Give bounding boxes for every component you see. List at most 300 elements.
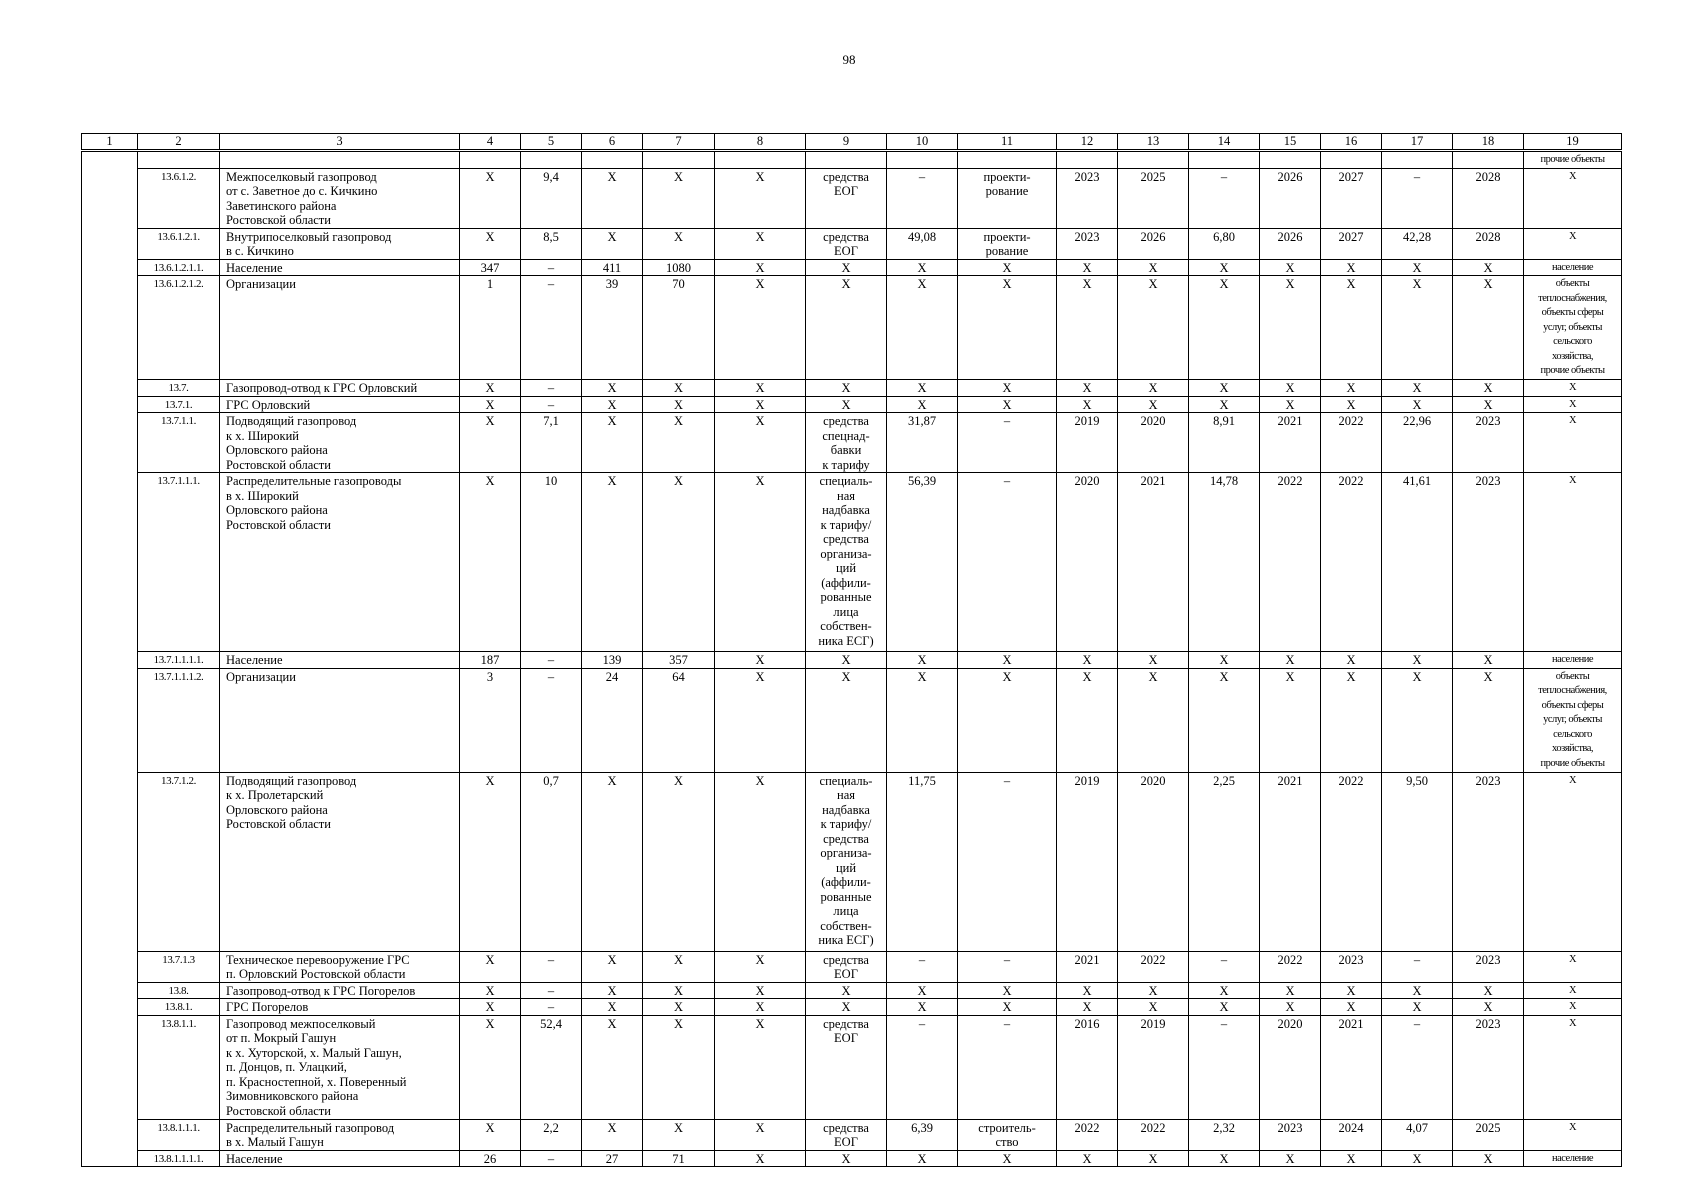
value-cell: 2016 [1057,1015,1118,1119]
table-row [82,473,1622,652]
code-cell: 13.7.1.1. [138,413,220,473]
value-cell: X [1118,652,1189,669]
name-cell: Внутрипоселковый газопровод в с. Кичкино [220,228,460,259]
table-row [82,652,1622,669]
value-cell [1382,151,1453,169]
value-cell: – [887,951,958,982]
value-cell: 2027 [1321,168,1382,228]
value-cell: население [1524,652,1622,669]
value-cell: X [643,999,715,1016]
value-cell: X [715,396,806,413]
value-cell: X [1260,999,1321,1016]
value-cell: X [1382,396,1453,413]
value-cell: 26 [460,1150,521,1167]
table-row [82,1015,1622,1119]
value-cell: X [1260,668,1321,772]
value-cell: X [643,413,715,473]
value-cell [1057,151,1118,169]
value-cell: 2020 [1260,1015,1321,1119]
value-cell: X [887,999,958,1016]
table-row [82,396,1622,413]
value-cell: X [643,951,715,982]
value-cell: X [643,982,715,999]
column-header: 19 [1524,134,1622,151]
value-cell: – [958,413,1057,473]
value-cell: – [521,652,582,669]
value-cell: 2019 [1057,772,1118,951]
value-cell: X [887,1150,958,1167]
code-cell: 13.7.1. [138,396,220,413]
value-cell: – [887,168,958,228]
value-cell: X [1118,380,1189,397]
value-cell: 2025 [1118,168,1189,228]
value-cell: X [1524,168,1622,228]
value-cell: 8,91 [1189,413,1260,473]
value-cell: средства ЕОГ [806,1119,887,1150]
column-header: 9 [806,134,887,151]
name-cell: ГРС Погорелов [220,999,460,1016]
page-number: 98 [842,52,856,67]
code-cell: 13.7.1.1.1.2. [138,668,220,772]
value-cell: X [1260,276,1321,380]
value-cell: – [521,1150,582,1167]
value-cell: X [887,396,958,413]
value-cell [887,151,958,169]
name-cell: Население [220,652,460,669]
value-cell: 2023 [1260,1119,1321,1150]
value-cell: 1080 [643,259,715,276]
value-cell: X [1382,380,1453,397]
value-cell: X [1321,652,1382,669]
value-cell: X [1321,380,1382,397]
value-cell: X [1453,999,1524,1016]
value-cell: X [1524,396,1622,413]
value-cell: 2023 [1453,951,1524,982]
value-cell: X [806,380,887,397]
value-cell: 2019 [1057,413,1118,473]
code-cell: 13.7.1.2. [138,772,220,951]
value-cell: X [1453,276,1524,380]
value-cell: 2,25 [1189,772,1260,951]
name-cell: Подводящий газопровод к х. Пролетарский Орловского района Ростовской области [220,772,460,951]
value-cell: X [958,999,1057,1016]
code-cell: 13.6.1.2.1. [138,228,220,259]
table-row [82,276,1622,380]
table-row [82,1119,1622,1150]
value-cell: проекти- рование [958,168,1057,228]
value-cell: X [1382,668,1453,772]
code-cell: 13.6.1.2.1.1. [138,259,220,276]
value-cell: X [1057,380,1118,397]
value-cell: средства спецнад- бавки к тарифу [806,413,887,473]
value-cell: X [1382,982,1453,999]
value-cell: 2,32 [1189,1119,1260,1150]
value-cell: X [806,668,887,772]
value-cell: X [958,276,1057,380]
value-cell: X [887,652,958,669]
value-cell: X [643,168,715,228]
code-cell: 13.8.1. [138,999,220,1016]
value-cell: – [521,668,582,772]
value-cell: 2020 [1118,413,1189,473]
value-cell: 2025 [1453,1119,1524,1150]
value-cell: X [958,668,1057,772]
value-cell: 22,96 [1382,413,1453,473]
value-cell [806,151,887,169]
value-cell: 2021 [1260,772,1321,951]
value-cell: 2021 [1057,951,1118,982]
value-cell [460,151,521,169]
value-cell: X [643,1119,715,1150]
value-cell: – [887,1015,958,1119]
value-cell: X [1524,1015,1622,1119]
value-cell: 27 [582,1150,643,1167]
value-cell: 2022 [1260,951,1321,982]
value-cell: 14,78 [1189,473,1260,652]
value-cell: X [1321,396,1382,413]
group-cell [82,151,138,1167]
value-cell: X [887,668,958,772]
code-cell: 13.6.1.2. [138,168,220,228]
value-cell: X [643,473,715,652]
value-cell: 2019 [1118,1015,1189,1119]
value-cell: X [806,982,887,999]
value-cell: X [806,276,887,380]
value-cell: X [582,413,643,473]
name-cell: ГРС Орловский [220,396,460,413]
value-cell: X [715,259,806,276]
value-cell: 2022 [1321,413,1382,473]
value-cell: 2020 [1057,473,1118,652]
value-cell: X [460,228,521,259]
value-cell: X [582,1015,643,1119]
value-cell: X [460,1119,521,1150]
value-cell: X [1189,276,1260,380]
value-cell: X [1118,259,1189,276]
value-cell: X [460,951,521,982]
table-row [82,668,1622,772]
value-cell: – [521,982,582,999]
value-cell: 2027 [1321,228,1382,259]
value-cell: 9,4 [521,168,582,228]
value-cell: X [582,999,643,1016]
value-cell: X [1260,259,1321,276]
value-cell: 6,80 [1189,228,1260,259]
value-cell: – [958,1015,1057,1119]
value-cell: 11,75 [887,772,958,951]
value-cell: X [887,259,958,276]
value-cell: X [958,982,1057,999]
value-cell: 2021 [1321,1015,1382,1119]
value-cell: X [1321,982,1382,999]
value-cell: 4,07 [1382,1119,1453,1150]
value-cell: X [1118,982,1189,999]
code-cell: 13.7. [138,380,220,397]
value-cell: – [521,951,582,982]
value-cell: X [1118,396,1189,413]
value-cell: X [1321,668,1382,772]
value-cell: 2026 [1260,168,1321,228]
value-cell: 0,7 [521,772,582,951]
value-cell: X [1524,999,1622,1016]
name-cell: Газопровод-отвод к ГРС Погорелов [220,982,460,999]
value-cell: X [958,259,1057,276]
column-header: 16 [1321,134,1382,151]
value-cell: X [1189,1150,1260,1167]
value-cell: X [1118,668,1189,772]
value-cell: 2026 [1260,228,1321,259]
value-cell: X [715,168,806,228]
value-cell: 2022 [1118,1119,1189,1150]
code-cell: 13.7.1.1.1.1. [138,652,220,669]
value-cell: 41,61 [1382,473,1453,652]
value-cell: X [1453,1150,1524,1167]
value-cell: X [1321,999,1382,1016]
value-cell: – [1382,168,1453,228]
value-cell: X [1118,276,1189,380]
value-cell: объекты теплоснабжения, объекты сферы услуг, объекты сельского хозяйства, прочие объекты [1524,276,1622,380]
value-cell [582,151,643,169]
value-cell [643,151,715,169]
value-cell: 70 [643,276,715,380]
value-cell [521,151,582,169]
value-cell: X [460,380,521,397]
value-cell: 2024 [1321,1119,1382,1150]
value-cell: X [1321,276,1382,380]
table-row [82,380,1622,397]
value-cell: X [460,168,521,228]
value-cell: 2023 [1453,1015,1524,1119]
value-cell: – [958,473,1057,652]
code-cell: 13.6.1.2.1.2. [138,276,220,380]
column-header: 12 [1057,134,1118,151]
table-row [82,982,1622,999]
column-header: 5 [521,134,582,151]
value-cell: – [1382,951,1453,982]
value-cell: X [715,1015,806,1119]
value-cell: X [1382,999,1453,1016]
value-cell: 9,50 [1382,772,1453,951]
value-cell: 8,5 [521,228,582,259]
value-cell: X [643,1015,715,1119]
value-cell: X [1260,380,1321,397]
value-cell [1260,151,1321,169]
value-cell: 3 [460,668,521,772]
value-cell: X [1189,982,1260,999]
value-cell: объекты теплоснабжения, объекты сферы услуг, объекты сельского хозяйства, прочие объекты [1524,668,1622,772]
value-cell: проекти- рование [958,228,1057,259]
name-cell: Межпоселковый газопровод от с. Заветное до с. Кичкино Заветинского района Ростовской области [220,168,460,228]
code-cell: 13.8. [138,982,220,999]
value-cell: X [715,982,806,999]
value-cell: 56,39 [887,473,958,652]
column-header: 4 [460,134,521,151]
value-cell: 2022 [1321,473,1382,652]
value-cell: – [521,396,582,413]
value-cell: X [582,168,643,228]
value-cell: X [1189,396,1260,413]
value-cell: X [1118,999,1189,1016]
value-cell: X [715,473,806,652]
value-cell: X [715,1119,806,1150]
value-cell: 2026 [1118,228,1189,259]
value-cell: X [1524,982,1622,999]
value-cell: X [1057,1150,1118,1167]
value-cell: X [1057,999,1118,1016]
value-cell: 52,4 [521,1015,582,1119]
name-cell: Распределительные газопроводы в х. Широкий Орловского района Ростовской области [220,473,460,652]
value-cell: X [958,396,1057,413]
value-cell: X [1524,473,1622,652]
value-cell: 10 [521,473,582,652]
value-cell: X [460,396,521,413]
value-cell: средства ЕОГ [806,228,887,259]
value-cell: X [806,396,887,413]
value-cell: 2022 [1321,772,1382,951]
value-cell: X [460,413,521,473]
table-row [82,772,1622,951]
value-cell: – [958,772,1057,951]
value-cell: X [1524,413,1622,473]
value-cell [715,151,806,169]
value-cell: X [1057,668,1118,772]
value-cell: строитель- ство [958,1119,1057,1150]
value-cell: X [460,772,521,951]
value-cell: X [806,999,887,1016]
value-cell: 31,87 [887,413,958,473]
table-row [82,999,1622,1016]
code-cell: 13.8.1.1. [138,1015,220,1119]
value-cell: 2,2 [521,1119,582,1150]
value-cell: – [958,951,1057,982]
value-cell: – [1382,1015,1453,1119]
value-cell: X [1524,228,1622,259]
value-cell: 2023 [1057,168,1118,228]
value-cell: X [806,652,887,669]
column-header: 18 [1453,134,1524,151]
value-cell: X [958,652,1057,669]
value-cell: X [1057,396,1118,413]
value-cell [958,151,1057,169]
value-cell: X [460,982,521,999]
value-cell: X [1453,652,1524,669]
value-cell: 187 [460,652,521,669]
value-cell: X [715,413,806,473]
code-cell [138,151,220,169]
value-cell: X [1453,982,1524,999]
name-cell [220,151,460,169]
value-cell: X [1057,276,1118,380]
column-numbers-row [82,134,1622,151]
value-cell: 24 [582,668,643,772]
value-cell: X [1057,652,1118,669]
table-body [82,134,1622,1167]
value-cell: X [582,380,643,397]
column-header: 13 [1118,134,1189,151]
value-cell: X [1057,982,1118,999]
value-cell: 2022 [1057,1119,1118,1150]
value-cell: X [460,1015,521,1119]
value-cell: 39 [582,276,643,380]
column-header: 15 [1260,134,1321,151]
value-cell: X [1321,259,1382,276]
value-cell: X [715,652,806,669]
value-cell: – [521,276,582,380]
value-cell: X [1382,652,1453,669]
value-cell: 2028 [1453,228,1524,259]
value-cell: 7,1 [521,413,582,473]
value-cell: X [582,1119,643,1150]
value-cell: 2021 [1260,413,1321,473]
code-cell: 13.8.1.1.1.1. [138,1150,220,1167]
value-cell: X [643,396,715,413]
value-cell: – [521,259,582,276]
code-cell: 13.7.1.3 [138,951,220,982]
value-cell: X [1524,1119,1622,1150]
value-cell: X [1453,380,1524,397]
value-cell: X [715,999,806,1016]
value-cell: X [1524,951,1622,982]
value-cell: X [1189,652,1260,669]
value-cell: 2023 [1453,473,1524,652]
value-cell: население [1524,1150,1622,1167]
column-header: 10 [887,134,958,151]
column-header: 14 [1189,134,1260,151]
value-cell: X [1189,380,1260,397]
value-cell: X [715,228,806,259]
value-cell: 347 [460,259,521,276]
value-cell: X [1260,982,1321,999]
value-cell: 2028 [1453,168,1524,228]
value-cell: X [1057,259,1118,276]
value-cell: X [582,473,643,652]
value-cell: 2022 [1118,951,1189,982]
table-row [82,228,1622,259]
value-cell: X [715,772,806,951]
value-cell: – [521,380,582,397]
value-cell: – [1189,1015,1260,1119]
value-cell: X [806,1150,887,1167]
value-cell: X [582,772,643,951]
table-row [82,151,1622,169]
value-cell: 2023 [1453,772,1524,951]
name-cell: Распределительный газопровод в х. Малый Гашун [220,1119,460,1150]
value-cell: X [1524,380,1622,397]
value-cell: X [1260,652,1321,669]
table-row [82,259,1622,276]
value-cell: X [1118,1150,1189,1167]
column-header: 11 [958,134,1057,151]
name-cell: Газопровод-отвод к ГРС Орловский [220,380,460,397]
value-cell: прочие объекты [1524,151,1622,169]
table-row [82,1150,1622,1167]
value-cell: 2023 [1453,413,1524,473]
name-cell: Подводящий газопровод к х. Широкий Орловского района Ростовской области [220,413,460,473]
value-cell: – [1189,951,1260,982]
value-cell [1453,151,1524,169]
value-cell: 2021 [1118,473,1189,652]
value-cell: X [1524,772,1622,951]
value-cell: 64 [643,668,715,772]
value-cell: – [521,999,582,1016]
value-cell: 357 [643,652,715,669]
value-cell: X [460,999,521,1016]
value-cell: X [643,380,715,397]
value-cell: 71 [643,1150,715,1167]
value-cell: 1 [460,276,521,380]
column-header: 3 [220,134,460,151]
name-cell: Газопровод межпоселковый от п. Мокрый Гашун к х. Хуторской, х. Малый Гашун, п. Донцов, п. Улацкий, п. Красностепной, х. Поверенный Зимовниковского района Ростовской области [220,1015,460,1119]
